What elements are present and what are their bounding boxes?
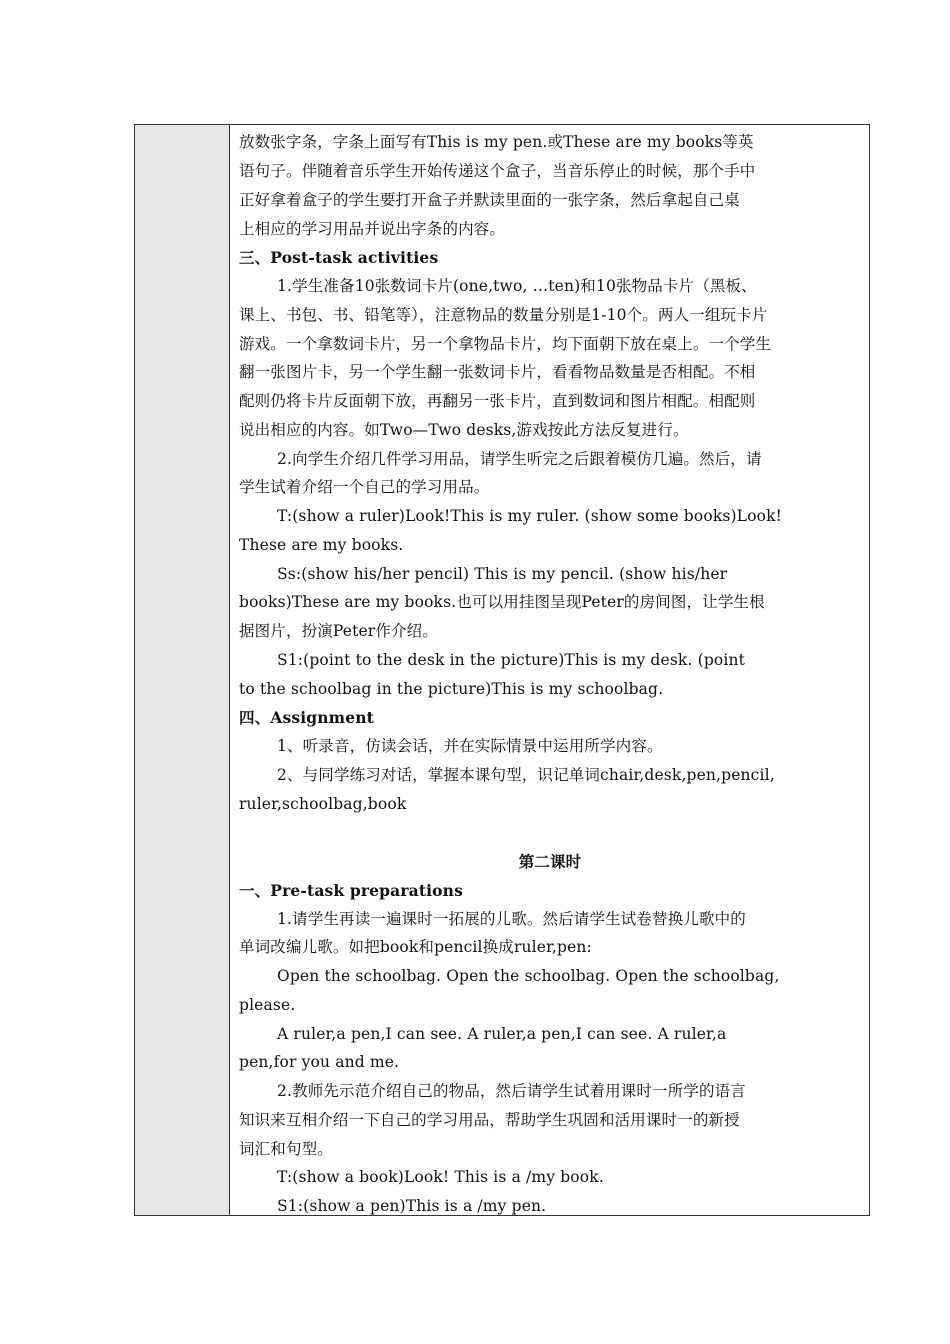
text-line: 游戏。一个拿数词卡片，另一个拿物品卡片，均下面朝下放在桌上。一个学生 <box>239 335 772 353</box>
text-line: 配则仍将卡片反面朝下放，再翻另一张卡片，直到数词和图片相配。相配则 <box>239 392 756 410</box>
text-line: 2.教师先示范介绍自己的物品，然后请学生试着用课时一所学的语言 <box>277 1082 746 1100</box>
lesson-two-title: 第二课时 <box>518 852 582 871</box>
text-line: 正好拿着盒子的学生要打开盒子并默读里面的一张字条，然后拿起自己桌 <box>239 191 740 209</box>
text-line: 放数张字条，字条上面写有This is my pen.或These are my books等英 <box>239 133 754 151</box>
text-line: 单词改编儿歌。如把book和pencil换成ruler,pen: <box>239 938 592 956</box>
section-heading-post-task: 三、Post-task activities <box>239 248 439 267</box>
text-line: Ss:(show his/her pencil) This is my pencil. (show his/her <box>277 565 728 583</box>
lesson-plan-table <box>134 124 870 1216</box>
text-line: 词汇和句型。 <box>239 1140 333 1158</box>
text-line: books)These are my books.也可以用挂图呈现Peter的房间图，让学生根 <box>239 593 765 611</box>
text-line: pen,for you and me. <box>239 1053 400 1071</box>
text-line: 课上、书包、书、铅笔等），注意物品的数量分别是1-10个。两人一组玩卡片 <box>239 306 768 324</box>
text-line: Open the schoolbag. Open the schoolbag. Open the schoolbag, <box>277 967 780 985</box>
text-line: S1:(point to the desk in the picture)This is my desk. (point <box>277 651 745 669</box>
section-heading-assignment: 四、Assignment <box>239 708 374 727</box>
text-line: 翻一张图片卡，另一个学生翻一张数词卡片，看看物品数量是否相配。不相 <box>239 363 756 381</box>
text-line: 1.请学生再读一遍课时一拓展的儿歌。然后请学生试卷替换儿歌中的 <box>277 910 746 928</box>
text-line: 2、与同学练习对话，掌握本课句型，识记单词chair,desk,pen,pencil, <box>277 766 775 784</box>
text-line: 2.向学生介绍几件学习用品，请学生听完之后跟着模仿几遍。然后，请 <box>277 450 762 468</box>
section-heading-pre-task: 一、Pre-task preparations <box>239 881 463 900</box>
table-left-column <box>135 125 230 1215</box>
text-line: 学生试着介绍一个自己的学习用品。 <box>239 478 490 496</box>
text-line: 说出相应的内容。如Two—Two desks,游戏按此方法反复进行。 <box>239 421 689 439</box>
text-line: 1.学生准备10张数词卡片(one,two, …ten)和10张物品卡片（黑板、 <box>277 277 757 295</box>
text-line: 语句子。伴随着音乐学生开始传递这个盒子，当音乐停止的时候，那个手中 <box>239 162 756 180</box>
text-line: 知识来互相介绍一下自己的学习用品，帮助学生巩固和活用课时一的新授 <box>239 1111 740 1129</box>
text-line: These are my books. <box>239 536 404 554</box>
text-line: S1:(show a pen)This is a /my pen. <box>277 1197 547 1215</box>
text-line: 据图片，扮演Peter作介绍。 <box>239 622 438 640</box>
text-line: 1、听录音，仿读会话，并在实际情景中运用所学内容。 <box>277 737 663 755</box>
text-line: 上相应的学习用品并说出字条的内容。 <box>239 220 506 238</box>
text-line: T:(show a book)Look! This is a /my book. <box>277 1168 604 1186</box>
text-line: ruler,schoolbag,book <box>239 795 407 813</box>
text-line: to the schoolbag in the picture)This is my schoolbag. <box>239 680 664 698</box>
text-line: please. <box>239 996 296 1014</box>
text-line: A ruler,a pen,I can see. A ruler,a pen,I can see. A ruler,a <box>277 1025 727 1043</box>
text-line: T:(show a ruler)Look!This is my ruler. (show some books)Look! <box>277 507 783 525</box>
